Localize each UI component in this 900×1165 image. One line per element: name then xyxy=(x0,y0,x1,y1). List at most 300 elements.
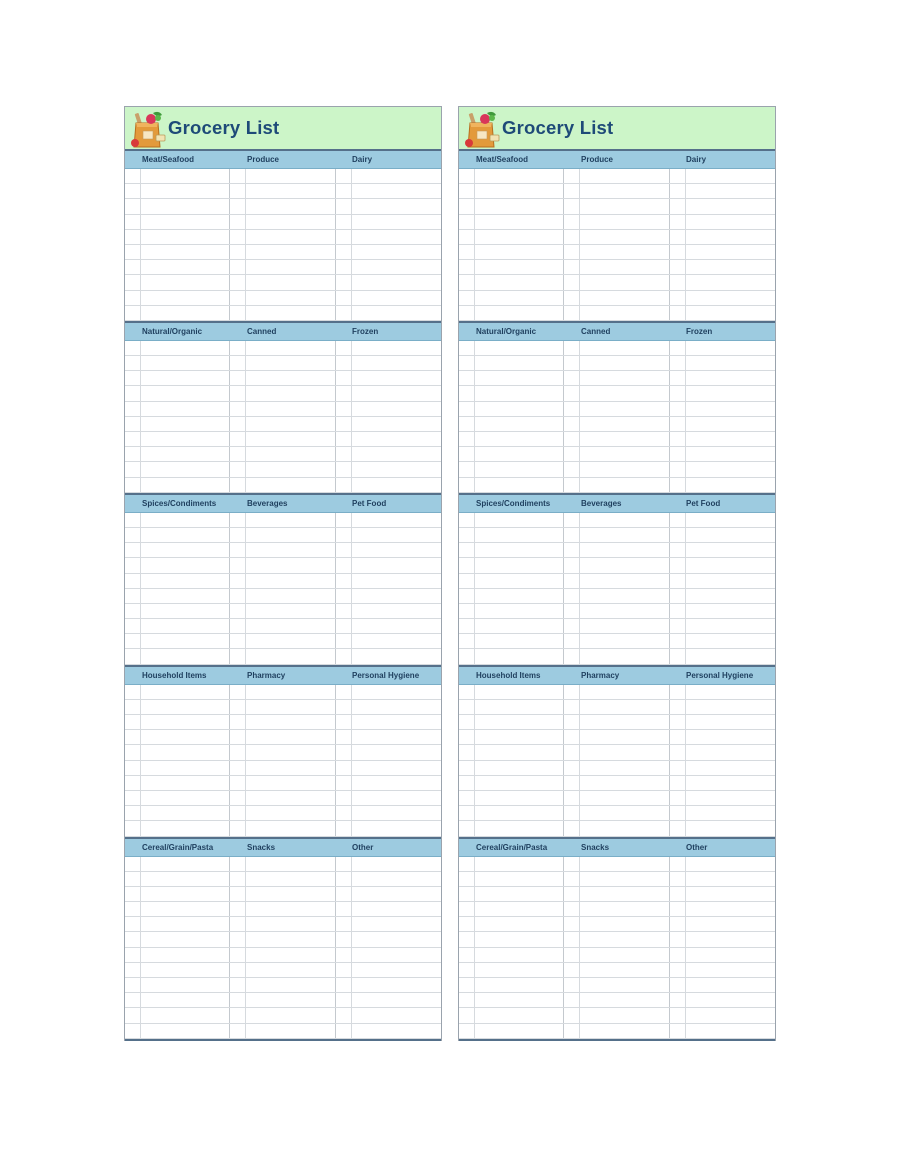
item-cell[interactable] xyxy=(125,745,230,759)
item-cell[interactable] xyxy=(564,356,669,370)
checkbox-cell[interactable] xyxy=(230,543,246,557)
checkbox-cell[interactable] xyxy=(459,230,475,244)
checkbox-cell[interactable] xyxy=(459,685,475,699)
checkbox-cell[interactable] xyxy=(670,649,686,663)
checkbox-cell[interactable] xyxy=(336,558,352,572)
item-cell[interactable] xyxy=(336,634,441,648)
item-cell[interactable] xyxy=(459,761,564,775)
checkbox-cell[interactable] xyxy=(459,260,475,274)
checkbox-cell[interactable] xyxy=(670,574,686,588)
checkbox-cell[interactable] xyxy=(336,745,352,759)
item-cell[interactable] xyxy=(670,902,775,916)
item-cell[interactable] xyxy=(459,932,564,946)
checkbox-cell[interactable] xyxy=(336,993,352,1007)
item-cell[interactable] xyxy=(670,1008,775,1022)
item-cell[interactable] xyxy=(125,386,230,400)
item-cell[interactable] xyxy=(230,715,335,729)
checkbox-cell[interactable] xyxy=(336,306,352,320)
item-cell[interactable] xyxy=(564,806,669,820)
checkbox-cell[interactable] xyxy=(230,245,246,259)
checkbox-cell[interactable] xyxy=(459,993,475,1007)
checkbox-cell[interactable] xyxy=(564,857,580,871)
item-cell[interactable] xyxy=(459,619,564,633)
item-cell[interactable] xyxy=(230,1024,335,1038)
checkbox-cell[interactable] xyxy=(459,432,475,446)
checkbox-cell[interactable] xyxy=(564,417,580,431)
item-cell[interactable] xyxy=(670,700,775,714)
checkbox-cell[interactable] xyxy=(336,872,352,886)
item-cell[interactable] xyxy=(564,230,669,244)
item-cell[interactable] xyxy=(564,963,669,977)
checkbox-cell[interactable] xyxy=(125,402,141,416)
checkbox-cell[interactable] xyxy=(564,821,580,835)
checkbox-cell[interactable] xyxy=(670,528,686,542)
checkbox-cell[interactable] xyxy=(230,715,246,729)
item-cell[interactable] xyxy=(336,685,441,699)
item-cell[interactable] xyxy=(230,341,335,355)
checkbox-cell[interactable] xyxy=(564,776,580,790)
checkbox-cell[interactable] xyxy=(564,356,580,370)
item-cell[interactable] xyxy=(670,417,775,431)
checkbox-cell[interactable] xyxy=(564,478,580,492)
item-cell[interactable] xyxy=(336,1024,441,1038)
item-cell[interactable] xyxy=(336,386,441,400)
item-cell[interactable] xyxy=(336,528,441,542)
item-cell[interactable] xyxy=(336,761,441,775)
checkbox-cell[interactable] xyxy=(564,745,580,759)
item-cell[interactable] xyxy=(564,260,669,274)
item-cell[interactable] xyxy=(459,462,564,476)
item-cell[interactable] xyxy=(336,649,441,663)
checkbox-cell[interactable] xyxy=(230,917,246,931)
checkbox-cell[interactable] xyxy=(459,513,475,527)
item-cell[interactable] xyxy=(670,558,775,572)
item-cell[interactable] xyxy=(670,402,775,416)
checkbox-cell[interactable] xyxy=(336,932,352,946)
item-cell[interactable] xyxy=(230,260,335,274)
checkbox-cell[interactable] xyxy=(564,619,580,633)
checkbox-cell[interactable] xyxy=(230,417,246,431)
checkbox-cell[interactable] xyxy=(670,386,686,400)
item-cell[interactable] xyxy=(230,513,335,527)
item-cell[interactable] xyxy=(670,356,775,370)
item-cell[interactable] xyxy=(336,417,441,431)
item-cell[interactable] xyxy=(459,715,564,729)
item-cell[interactable] xyxy=(459,776,564,790)
item-cell[interactable] xyxy=(564,634,669,648)
item-cell[interactable] xyxy=(125,589,230,603)
checkbox-cell[interactable] xyxy=(125,821,141,835)
item-cell[interactable] xyxy=(336,356,441,370)
item-cell[interactable] xyxy=(336,604,441,618)
checkbox-cell[interactable] xyxy=(670,776,686,790)
checkbox-cell[interactable] xyxy=(564,291,580,305)
checkbox-cell[interactable] xyxy=(670,806,686,820)
checkbox-cell[interactable] xyxy=(459,1024,475,1038)
checkbox-cell[interactable] xyxy=(230,857,246,871)
item-cell[interactable] xyxy=(336,715,441,729)
item-cell[interactable] xyxy=(670,574,775,588)
item-cell[interactable] xyxy=(230,417,335,431)
item-cell[interactable] xyxy=(230,574,335,588)
item-cell[interactable] xyxy=(564,604,669,618)
checkbox-cell[interactable] xyxy=(670,993,686,1007)
checkbox-cell[interactable] xyxy=(670,432,686,446)
checkbox-cell[interactable] xyxy=(670,761,686,775)
item-cell[interactable] xyxy=(230,371,335,385)
item-cell[interactable] xyxy=(125,932,230,946)
item-cell[interactable] xyxy=(336,963,441,977)
checkbox-cell[interactable] xyxy=(459,543,475,557)
item-cell[interactable] xyxy=(564,341,669,355)
checkbox-cell[interactable] xyxy=(336,215,352,229)
checkbox-cell[interactable] xyxy=(459,275,475,289)
item-cell[interactable] xyxy=(564,887,669,901)
checkbox-cell[interactable] xyxy=(336,1024,352,1038)
checkbox-cell[interactable] xyxy=(125,978,141,992)
item-cell[interactable] xyxy=(564,1008,669,1022)
checkbox-cell[interactable] xyxy=(670,371,686,385)
checkbox-cell[interactable] xyxy=(336,432,352,446)
checkbox-cell[interactable] xyxy=(230,386,246,400)
checkbox-cell[interactable] xyxy=(125,791,141,805)
checkbox-cell[interactable] xyxy=(564,948,580,962)
checkbox-cell[interactable] xyxy=(670,730,686,744)
checkbox-cell[interactable] xyxy=(336,857,352,871)
item-cell[interactable] xyxy=(125,776,230,790)
item-cell[interactable] xyxy=(336,993,441,1007)
checkbox-cell[interactable] xyxy=(564,341,580,355)
item-cell[interactable] xyxy=(459,341,564,355)
item-cell[interactable] xyxy=(125,857,230,871)
item-cell[interactable] xyxy=(564,462,669,476)
item-cell[interactable] xyxy=(125,730,230,744)
checkbox-cell[interactable] xyxy=(336,715,352,729)
item-cell[interactable] xyxy=(336,371,441,385)
item-cell[interactable] xyxy=(670,604,775,618)
item-cell[interactable] xyxy=(670,543,775,557)
item-cell[interactable] xyxy=(125,806,230,820)
checkbox-cell[interactable] xyxy=(336,230,352,244)
item-cell[interactable] xyxy=(230,730,335,744)
checkbox-cell[interactable] xyxy=(670,275,686,289)
checkbox-cell[interactable] xyxy=(230,402,246,416)
checkbox-cell[interactable] xyxy=(125,745,141,759)
checkbox-cell[interactable] xyxy=(670,260,686,274)
checkbox-cell[interactable] xyxy=(564,230,580,244)
checkbox-cell[interactable] xyxy=(230,558,246,572)
checkbox-cell[interactable] xyxy=(459,700,475,714)
checkbox-cell[interactable] xyxy=(336,371,352,385)
item-cell[interactable] xyxy=(670,887,775,901)
item-cell[interactable] xyxy=(459,230,564,244)
item-cell[interactable] xyxy=(564,715,669,729)
item-cell[interactable] xyxy=(564,543,669,557)
checkbox-cell[interactable] xyxy=(459,245,475,259)
item-cell[interactable] xyxy=(336,574,441,588)
item-cell[interactable] xyxy=(230,356,335,370)
item-cell[interactable] xyxy=(125,356,230,370)
item-cell[interactable] xyxy=(336,306,441,320)
item-cell[interactable] xyxy=(564,386,669,400)
checkbox-cell[interactable] xyxy=(459,574,475,588)
item-cell[interactable] xyxy=(125,215,230,229)
item-cell[interactable] xyxy=(459,948,564,962)
checkbox-cell[interactable] xyxy=(336,978,352,992)
item-cell[interactable] xyxy=(125,543,230,557)
item-cell[interactable] xyxy=(670,917,775,931)
item-cell[interactable] xyxy=(459,275,564,289)
item-cell[interactable] xyxy=(459,478,564,492)
item-cell[interactable] xyxy=(670,685,775,699)
checkbox-cell[interactable] xyxy=(336,649,352,663)
item-cell[interactable] xyxy=(125,245,230,259)
checkbox-cell[interactable] xyxy=(125,260,141,274)
checkbox-cell[interactable] xyxy=(564,558,580,572)
checkbox-cell[interactable] xyxy=(670,857,686,871)
checkbox-cell[interactable] xyxy=(670,230,686,244)
item-cell[interactable] xyxy=(564,619,669,633)
checkbox-cell[interactable] xyxy=(459,745,475,759)
checkbox-cell[interactable] xyxy=(336,806,352,820)
item-cell[interactable] xyxy=(336,478,441,492)
item-cell[interactable] xyxy=(459,169,564,183)
checkbox-cell[interactable] xyxy=(336,169,352,183)
item-cell[interactable] xyxy=(564,589,669,603)
item-cell[interactable] xyxy=(459,432,564,446)
item-cell[interactable] xyxy=(336,275,441,289)
item-cell[interactable] xyxy=(670,791,775,805)
checkbox-cell[interactable] xyxy=(459,619,475,633)
item-cell[interactable] xyxy=(564,821,669,835)
item-cell[interactable] xyxy=(459,649,564,663)
item-cell[interactable] xyxy=(230,604,335,618)
checkbox-cell[interactable] xyxy=(564,685,580,699)
item-cell[interactable] xyxy=(670,761,775,775)
checkbox-cell[interactable] xyxy=(564,715,580,729)
item-cell[interactable] xyxy=(336,948,441,962)
checkbox-cell[interactable] xyxy=(336,589,352,603)
item-cell[interactable] xyxy=(459,574,564,588)
item-cell[interactable] xyxy=(564,275,669,289)
checkbox-cell[interactable] xyxy=(336,634,352,648)
checkbox-cell[interactable] xyxy=(125,685,141,699)
checkbox-cell[interactable] xyxy=(670,745,686,759)
checkbox-cell[interactable] xyxy=(336,700,352,714)
item-cell[interactable] xyxy=(230,821,335,835)
checkbox-cell[interactable] xyxy=(125,215,141,229)
checkbox-cell[interactable] xyxy=(230,685,246,699)
item-cell[interactable] xyxy=(125,371,230,385)
checkbox-cell[interactable] xyxy=(125,634,141,648)
checkbox-cell[interactable] xyxy=(564,589,580,603)
checkbox-cell[interactable] xyxy=(459,978,475,992)
checkbox-cell[interactable] xyxy=(336,543,352,557)
item-cell[interactable] xyxy=(670,872,775,886)
checkbox-cell[interactable] xyxy=(125,341,141,355)
checkbox-cell[interactable] xyxy=(230,199,246,213)
item-cell[interactable] xyxy=(125,306,230,320)
checkbox-cell[interactable] xyxy=(564,245,580,259)
item-cell[interactable] xyxy=(670,948,775,962)
item-cell[interactable] xyxy=(670,432,775,446)
item-cell[interactable] xyxy=(564,857,669,871)
checkbox-cell[interactable] xyxy=(459,902,475,916)
item-cell[interactable] xyxy=(670,1024,775,1038)
checkbox-cell[interactable] xyxy=(230,528,246,542)
item-cell[interactable] xyxy=(336,821,441,835)
checkbox-cell[interactable] xyxy=(230,574,246,588)
item-cell[interactable] xyxy=(336,589,441,603)
checkbox-cell[interactable] xyxy=(459,528,475,542)
checkbox-cell[interactable] xyxy=(125,291,141,305)
checkbox-cell[interactable] xyxy=(336,447,352,461)
checkbox-cell[interactable] xyxy=(336,963,352,977)
item-cell[interactable] xyxy=(230,275,335,289)
checkbox-cell[interactable] xyxy=(670,291,686,305)
item-cell[interactable] xyxy=(336,558,441,572)
item-cell[interactable] xyxy=(125,791,230,805)
item-cell[interactable] xyxy=(230,230,335,244)
checkbox-cell[interactable] xyxy=(459,356,475,370)
item-cell[interactable] xyxy=(459,821,564,835)
checkbox-cell[interactable] xyxy=(230,1024,246,1038)
item-cell[interactable] xyxy=(459,417,564,431)
checkbox-cell[interactable] xyxy=(564,963,580,977)
item-cell[interactable] xyxy=(230,857,335,871)
item-cell[interactable] xyxy=(670,447,775,461)
item-cell[interactable] xyxy=(459,199,564,213)
item-cell[interactable] xyxy=(670,589,775,603)
item-cell[interactable] xyxy=(230,402,335,416)
item-cell[interactable] xyxy=(564,447,669,461)
item-cell[interactable] xyxy=(230,791,335,805)
checkbox-cell[interactable] xyxy=(125,963,141,977)
checkbox-cell[interactable] xyxy=(564,932,580,946)
item-cell[interactable] xyxy=(564,199,669,213)
checkbox-cell[interactable] xyxy=(125,462,141,476)
checkbox-cell[interactable] xyxy=(670,1024,686,1038)
checkbox-cell[interactable] xyxy=(564,761,580,775)
item-cell[interactable] xyxy=(230,291,335,305)
item-cell[interactable] xyxy=(459,306,564,320)
checkbox-cell[interactable] xyxy=(125,543,141,557)
item-cell[interactable] xyxy=(125,978,230,992)
checkbox-cell[interactable] xyxy=(336,199,352,213)
checkbox-cell[interactable] xyxy=(230,932,246,946)
item-cell[interactable] xyxy=(564,872,669,886)
item-cell[interactable] xyxy=(564,948,669,962)
checkbox-cell[interactable] xyxy=(670,341,686,355)
checkbox-cell[interactable] xyxy=(336,730,352,744)
checkbox-cell[interactable] xyxy=(125,169,141,183)
checkbox-cell[interactable] xyxy=(670,199,686,213)
checkbox-cell[interactable] xyxy=(459,169,475,183)
checkbox-cell[interactable] xyxy=(230,700,246,714)
checkbox-cell[interactable] xyxy=(125,887,141,901)
checkbox-cell[interactable] xyxy=(336,291,352,305)
checkbox-cell[interactable] xyxy=(336,184,352,198)
checkbox-cell[interactable] xyxy=(125,806,141,820)
checkbox-cell[interactable] xyxy=(336,260,352,274)
item-cell[interactable] xyxy=(459,902,564,916)
checkbox-cell[interactable] xyxy=(125,275,141,289)
checkbox-cell[interactable] xyxy=(125,184,141,198)
item-cell[interactable] xyxy=(564,215,669,229)
checkbox-cell[interactable] xyxy=(564,730,580,744)
checkbox-cell[interactable] xyxy=(125,917,141,931)
item-cell[interactable] xyxy=(459,1008,564,1022)
item-cell[interactable] xyxy=(125,761,230,775)
item-cell[interactable] xyxy=(564,791,669,805)
checkbox-cell[interactable] xyxy=(670,963,686,977)
checkbox-cell[interactable] xyxy=(125,230,141,244)
item-cell[interactable] xyxy=(230,948,335,962)
item-cell[interactable] xyxy=(564,169,669,183)
item-cell[interactable] xyxy=(336,791,441,805)
item-cell[interactable] xyxy=(564,700,669,714)
item-cell[interactable] xyxy=(670,462,775,476)
item-cell[interactable] xyxy=(125,700,230,714)
item-cell[interactable] xyxy=(670,528,775,542)
checkbox-cell[interactable] xyxy=(670,589,686,603)
item-cell[interactable] xyxy=(670,963,775,977)
checkbox-cell[interactable] xyxy=(564,371,580,385)
checkbox-cell[interactable] xyxy=(125,371,141,385)
checkbox-cell[interactable] xyxy=(670,462,686,476)
item-cell[interactable] xyxy=(125,275,230,289)
item-cell[interactable] xyxy=(230,619,335,633)
item-cell[interactable] xyxy=(230,184,335,198)
item-cell[interactable] xyxy=(230,558,335,572)
checkbox-cell[interactable] xyxy=(336,341,352,355)
checkbox-cell[interactable] xyxy=(670,634,686,648)
item-cell[interactable] xyxy=(670,478,775,492)
checkbox-cell[interactable] xyxy=(336,685,352,699)
item-cell[interactable] xyxy=(459,589,564,603)
item-cell[interactable] xyxy=(125,291,230,305)
item-cell[interactable] xyxy=(125,402,230,416)
item-cell[interactable] xyxy=(459,260,564,274)
item-cell[interactable] xyxy=(125,715,230,729)
checkbox-cell[interactable] xyxy=(459,806,475,820)
checkbox-cell[interactable] xyxy=(125,417,141,431)
item-cell[interactable] xyxy=(459,700,564,714)
item-cell[interactable] xyxy=(125,432,230,446)
item-cell[interactable] xyxy=(125,199,230,213)
checkbox-cell[interactable] xyxy=(459,730,475,744)
item-cell[interactable] xyxy=(459,184,564,198)
item-cell[interactable] xyxy=(230,386,335,400)
checkbox-cell[interactable] xyxy=(230,184,246,198)
checkbox-cell[interactable] xyxy=(564,215,580,229)
item-cell[interactable] xyxy=(670,730,775,744)
item-cell[interactable] xyxy=(459,447,564,461)
checkbox-cell[interactable] xyxy=(564,184,580,198)
item-cell[interactable] xyxy=(230,993,335,1007)
item-cell[interactable] xyxy=(336,245,441,259)
item-cell[interactable] xyxy=(564,184,669,198)
item-cell[interactable] xyxy=(230,543,335,557)
item-cell[interactable] xyxy=(336,543,441,557)
checkbox-cell[interactable] xyxy=(459,634,475,648)
checkbox-cell[interactable] xyxy=(125,386,141,400)
item-cell[interactable] xyxy=(230,447,335,461)
checkbox-cell[interactable] xyxy=(564,528,580,542)
item-cell[interactable] xyxy=(230,199,335,213)
checkbox-cell[interactable] xyxy=(459,402,475,416)
checkbox-cell[interactable] xyxy=(336,776,352,790)
